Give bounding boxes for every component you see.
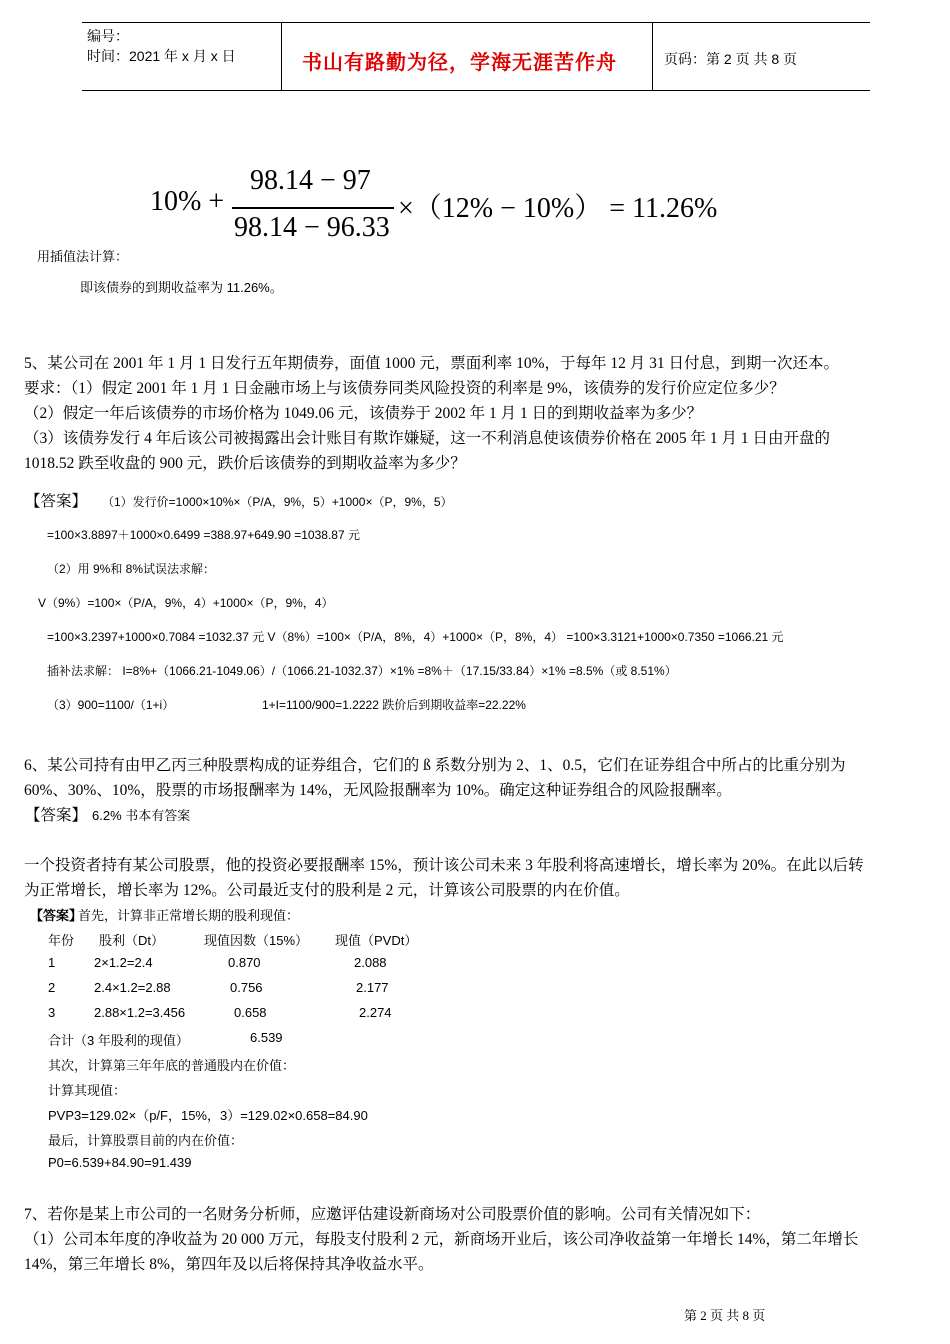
interp-result: 即该债券的到期收益率为 11.26%。 [80,280,283,295]
q5-answer-line: V（9%）=100×（P/A，9%，4）+1000×（P，9%，4） [38,596,334,610]
stock-p0: P0=6.539+84.90=91.439 [48,1155,192,1170]
table-cell: 2×1.2=2.4 [94,955,153,970]
interp-label: 用插值法计算： [37,249,129,264]
q5-answer-line: =100×3.2397+1000×0.7084 =1032.37 元 V（8%）=100×（P/A，8%，4）+1000×（P，8%，4） =100×3.3121+1000×0.7350 =1066.21 元 [47,630,784,644]
table-total-label: 合计（3 年股利的现值） [48,1033,189,1048]
table-header: 股利（Dt） [99,933,165,948]
q5-line: 1018.52 跌至收盘的 900 元，跌价后该债券的到期收益率为多少？ [24,455,466,472]
header-page-code: 页码：第 2 页 共 8 页 [664,51,798,67]
formula-fraction-bar [232,207,394,209]
q5-line: （3）该债券发行 4 年后该公司被揭露出会计账目有欺诈嫌疑，这一不利消息使该债券价格在 2005 年 1 月 1 日由开盘的 [24,430,831,447]
formula-denominator: 98.14 − 96.33 [234,212,390,243]
table-header: 年份 [48,933,75,948]
header-divider-left [281,22,282,90]
table-cell: 2.088 [354,955,387,970]
q6-line: 6、某公司持有由甲乙丙三种股票构成的证券组合，它们的 ß 系数分别为 2、1、0.5，它们在证券组合中所占的比重分别为 [24,757,846,774]
q5-line: 5、某公司在 2001 年 1 月 1 日发行五年期债券，面值 1000 元，票面利率 10%，于每年 12 月 31 日付息，到期一次还本。 [24,355,840,372]
q5-answer-tag: 【答案】 [25,493,88,510]
q6-answer-tag: 【答案】 [25,807,88,824]
header-number-label: 编号： [87,28,129,44]
stock-pvp3: PVP3=129.02×（p/F，15%，3）=129.02×0.658=84.90 [48,1108,368,1123]
header-top-rule [82,22,870,23]
q7-line: 14%，第三年增长 8%，第四年及以后将保持其净收益水平。 [24,1256,434,1273]
q6-answer: 6.2% 书本有答案 [92,808,191,823]
stock-step2b: 计算其现值： [48,1083,127,1098]
table-header: 现值（PVDt） [335,933,418,948]
header-time: 时间：2021 年 x 月 x 日 [87,48,236,64]
table-cell: 3 [48,1005,56,1020]
table-cell: 2.177 [356,980,389,995]
q5-answer-line: 1+I=1100/900=1.2222 跌价后到期收益率=22.22% [262,698,526,712]
stock-answer-intro: 首先，计算非正常增长期的股利现值： [78,908,300,923]
table-cell: 0.658 [234,1005,267,1020]
header-divider-right [652,22,653,90]
formula-lead: 10% + [150,186,225,217]
table-cell: 0.756 [230,980,263,995]
stock-answer-tag: 【答案】 [30,908,83,923]
q7-line: 7、若你是某上市公司的一名财务分析师，应邀评估建设新商场对公司股票价值的影响。公司有关情况如下： [24,1206,761,1223]
table-cell: 2 [48,980,56,995]
table-header: 现值因数（15%） [204,933,309,948]
q7-line: （1）公司本年度的净收益为 20 000 万元，每股支付股利 2 元，新商场开业后，该公司净收益第一年增长 14%，第二年增长 [24,1231,859,1248]
q5-answer-line: （2）用 9%和 8%试误法求解： [47,562,216,576]
q5-line: 要求：（1）假定 2001 年 1 月 1 日金融市场上与该债券同类风险投资的利率是 9%，该债券的发行价应定位多少？ [24,380,785,397]
table-cell: 1 [48,955,56,970]
header-motto: 书山有路勤为径，学海无涯苦作舟 [302,52,617,74]
stock-q-line: 一个投资者持有某公司股票，他的投资必要报酬率 15%，预计该公司未来 3 年股利将高速增长，增长率为 20%。在此以后转 [24,857,864,874]
q5-answer-line: （3）900=1100/（1+i） [47,698,175,712]
stock-step2: 其次，计算第三年年底的普通股内在价值： [48,1058,296,1073]
q5-line: （2）假定一年后该债券的市场价格为 1049.06 元，该债券于 2002 年 1 月 1 日的到期收益率为多少？ [24,405,703,422]
table-cell: 2.88×1.2=3.456 [94,1005,186,1020]
stock-q-line: 为正常增长，增长率为 12%。公司最近支付的股利是 2 元，计算该公司股票的内在价值。 [24,882,630,899]
table-cell: 2.274 [359,1005,392,1020]
q5-answer-line: （1）发行价=1000×10%×（P/A，9%，5）+1000×（P，9%，5） [102,495,453,509]
table-total-value: 6.539 [250,1030,283,1045]
stock-step3: 最后，计算股票目前的内在价值： [48,1133,244,1148]
header-bottom-rule [82,90,870,91]
table-cell: 0.870 [228,955,261,970]
formula-numerator: 98.14 − 97 [250,165,371,196]
table-cell: 2.4×1.2=2.88 [94,980,171,995]
q6-line: 60%、30%、10%，股票的市场报酬率为 14%，无风险报酬率为 10%。确定这种证券组合的风险报酬率。 [24,782,732,799]
formula-tail: ×（12% − 10%） = 11.26% [398,193,718,224]
q5-answer-line: =100×3.8897＋1000×0.6499 =388.97+649.90 =1038.87 元 [47,528,360,542]
q5-answer-line: 插补法求解： I=8%+（1066.21-1049.06）/（1066.21-1032.37）×1% =8%＋（17.15/33.84）×1% =8.5%（或 8.51%） [47,664,677,678]
footer-page-number: 第 2 页 共 8 页 [684,1308,766,1323]
